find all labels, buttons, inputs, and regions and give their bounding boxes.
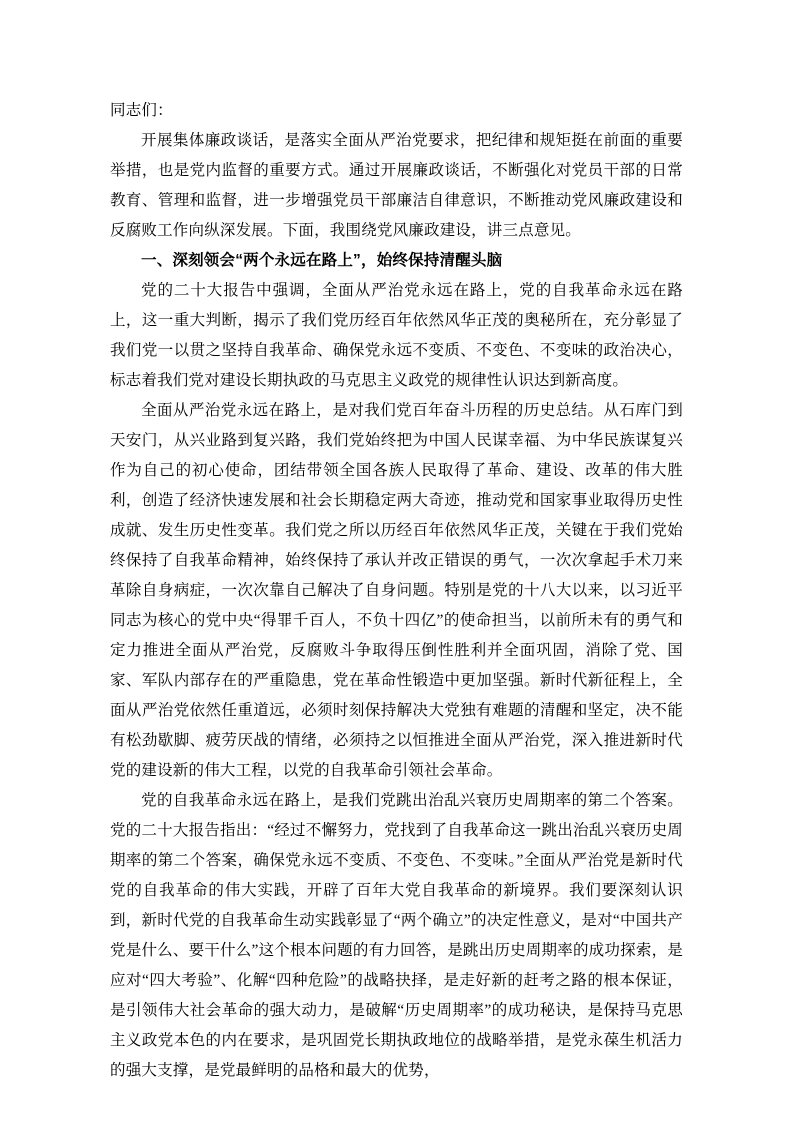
intro-paragraph: 开展集体廉政谈话，是落实全面从严治党要求，把纪律和规矩挺在前面的重要举措，也是党内监督的重要方式。通过开展廉政谈话，不断强化对党员干部的日常教育、管理和监督，进一步增强党员干部廉洁自律意识，不断推动党风廉政建设和反腐败工作向纵深发展。下面，我围绕党风廉政建设，讲三点意见。: [110, 132, 683, 239]
body-paragraph-2: 全面从严治党永远在路上，是对我们党百年奋斗历程的历史总结。从石库门到天安门，从兴业路到复兴路，我们党始终把为中国人民谋幸福、为中华民族谋复兴作为自己的初心使命，团结带领全国各族人民取得了革命、建设、改革的伟大胜利，创造了经济快速发展和社会长期稳定两大奇迹，推动党和国家事业取得历史性成就、发生历史性变革。我们党之所以历经百年依然风华正茂，关键在于我们党始终保持了自我革命精神，始终保持了承认并改正错误的勇气，一次次拿起手术刀来革除自身病症，一次次靠自己解决了自身问题。特别是党的十八大以来，以习近平同志为核心的党中央“得罪千百人，不负十四亿”的使命担当，以前所未有的勇气和定力推进全面从严治党，反腐败斗争取得压倒性胜利并全面巩固，消除了党、国家、军队内部存在的严重隐患，党在革命性锻造中更加坚强。新时代新征程上，全面从严治党依然任重道远，必须时刻保持解决大党独有难题的清醒和坚定，决不能有松劲歇脚、疲劳厌战的情绪，必须持之以恒推进全面从严治党，深入推进新时代党的建设新的伟大工程，以党的自我革命引领社会革命。: [110, 402, 683, 779]
salutation: 同志们：: [110, 102, 173, 119]
body-paragraph-3: 党的自我革命永远在路上，是我们党跳出治乱兴衰历史周期率的第二个答案。党的二十大报告指出：“经过不懈努力，党找到了自我革命这一跳出治乱兴衰历史周期率的第二个答案，确保党永远不变质、不变色、不变味。”全面从严治党是新时代党的自我革命的伟大实践，开辟了百年大党自我革命的新境界。我们要深刻认识到，新时代党的自我革命生动实践彰显了“两个确立”的决定性意义，是对“中国共产党是什么、要干什么”这个根本问题的有力回答，是跳出历史周期率的成功探索，是应对“四大考验”、化解“四种危险”的战略抉择，是走好新的赶考之路的根本保证，是引领伟大社会革命的强大动力，是破解“历史周期率”的成功秘诀，是保持马克思主义政党本色的内在要求，是巩固党长期执政地位的战略举措，是党永葆生机活力的强大支撑，是党最鲜明的品格和最大的优势，: [110, 792, 683, 1079]
document-body: [110, 96, 683, 1086]
body-paragraph-1: 党的二十大报告中强调，全面从严治党永远在路上，党的自我革命永远在路上，这一重大判断，揭示了我们党历经百年依然风华正茂的奥秘所在，充分彰显了我们党一以贯之坚持自我革命、确保党永远不变质、不变色、不变味的政治决心，标志着我们党对建设长期执政的马克思主义政党的规律性认识达到新高度。: [110, 282, 683, 389]
section-heading-1: 一、深刻领会“两个永远在路上”，始终保持清醒头脑: [141, 252, 503, 269]
